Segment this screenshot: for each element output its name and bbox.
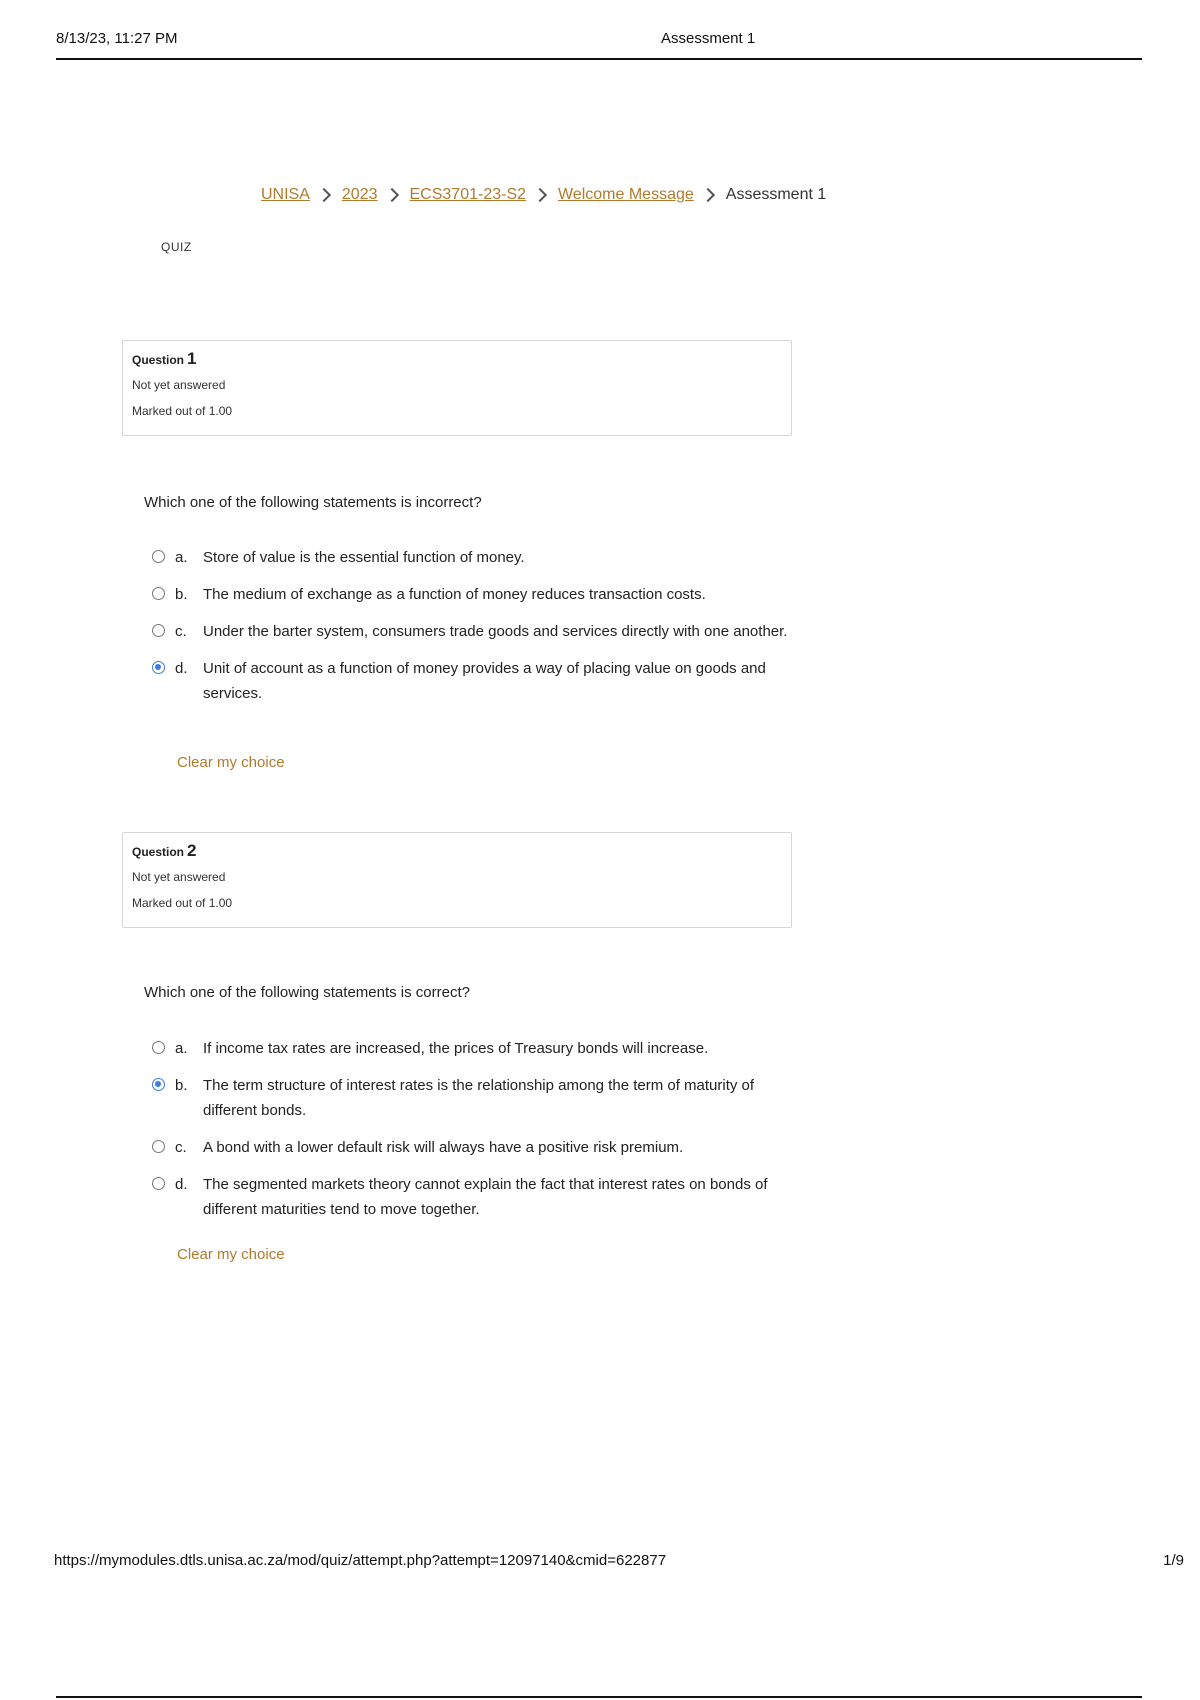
question-text-2: Which one of the following statements is correct? xyxy=(144,984,470,1001)
answer-text: The medium of exchange as a function of money reduces transaction costs. xyxy=(203,586,706,603)
answer-letter: a. xyxy=(175,549,188,566)
breadcrumb-link-course[interactable]: ECS3701-23-S2 xyxy=(409,186,527,203)
question-status: Not yet answered xyxy=(132,870,226,884)
breadcrumb-link-unisa[interactable]: UNISA xyxy=(261,186,310,203)
radio-button-selected[interactable] xyxy=(152,1078,165,1091)
answer-letter: d. xyxy=(175,1176,188,1193)
radio-button[interactable] xyxy=(152,1041,165,1054)
question-number: 2 xyxy=(187,841,197,860)
clear-choice-link-1[interactable]: Clear my choice xyxy=(177,754,285,771)
print-datetime: 8/13/23, 11:27 PM xyxy=(56,30,178,47)
answer-option-1d[interactable] xyxy=(152,656,792,706)
question-number: 1 xyxy=(187,349,197,368)
print-url: https://mymodules.dtls.unisa.ac.za/mod/quiz/attempt.php?attempt=12097140&cmid=622877 xyxy=(54,1552,667,1569)
question-marks: Marked out of 1.00 xyxy=(132,404,233,418)
radio-button[interactable] xyxy=(152,1177,165,1190)
chevron-right-icon xyxy=(384,188,398,202)
answer-text: A bond with a lower default risk will always have a positive risk premium. xyxy=(203,1139,684,1156)
bottom-divider xyxy=(56,1696,1142,1698)
print-title: Assessment 1 xyxy=(661,30,756,47)
answer-text: Store of value is the essential function of money. xyxy=(203,549,525,566)
question-info-2 xyxy=(122,832,792,928)
question-info-1 xyxy=(122,340,792,436)
clear-choice-link-2[interactable]: Clear my choice xyxy=(177,1246,285,1263)
breadcrumb-current: Assessment 1 xyxy=(725,186,827,203)
answer-option-2c[interactable] xyxy=(152,1135,792,1160)
question-text-1: Which one of the following statements is incorrect? xyxy=(144,494,482,511)
question-status: Not yet answered xyxy=(132,378,226,392)
breadcrumb xyxy=(261,186,826,204)
answer-letter: d. xyxy=(175,660,188,677)
answer-letter: a. xyxy=(175,1040,188,1057)
chevron-right-icon xyxy=(701,188,715,202)
question-label: Question xyxy=(132,353,185,367)
chevron-right-icon xyxy=(317,188,331,202)
answer-option-2a[interactable] xyxy=(152,1036,792,1061)
answer-option-1c[interactable] xyxy=(152,619,792,644)
answer-letter: b. xyxy=(175,586,188,603)
answer-text: Unit of account as a function of money provides a way of placing value on goods and services. xyxy=(203,660,766,702)
radio-button[interactable] xyxy=(152,624,165,637)
answer-text: The term structure of interest rates is the relationship among the term of maturity of different bonds. xyxy=(203,1077,755,1119)
radio-button[interactable] xyxy=(152,1140,165,1153)
breadcrumb-link-year[interactable]: 2023 xyxy=(341,186,378,203)
chevron-right-icon xyxy=(533,188,547,202)
print-header xyxy=(56,28,1142,60)
answer-option-1a[interactable] xyxy=(152,545,792,570)
question-marks: Marked out of 1.00 xyxy=(132,896,233,910)
answer-option-2b[interactable] xyxy=(152,1073,792,1123)
answer-text: Under the barter system, consumers trade goods and services directly with one another. xyxy=(203,623,788,640)
answer-list-2 xyxy=(152,1036,792,1234)
answer-text: The segmented markets theory cannot explain the fact that interest rates on bonds of different maturities tend to move together. xyxy=(203,1176,768,1218)
question-heading xyxy=(132,841,782,861)
answer-option-2d[interactable] xyxy=(152,1172,792,1222)
print-page-number: 1/9 xyxy=(1163,1552,1184,1569)
question-heading xyxy=(132,349,782,369)
quiz-label: QUIZ xyxy=(161,240,192,254)
radio-button-selected[interactable] xyxy=(152,661,165,674)
breadcrumb-link-welcome[interactable]: Welcome Message xyxy=(558,186,694,203)
question-label: Question xyxy=(132,845,185,859)
radio-button[interactable] xyxy=(152,550,165,563)
answer-letter: c. xyxy=(175,623,187,640)
answer-text: If income tax rates are increased, the prices of Treasury bonds will increase. xyxy=(203,1040,709,1057)
answer-letter: b. xyxy=(175,1077,188,1094)
answer-list-1 xyxy=(152,545,792,718)
radio-button[interactable] xyxy=(152,587,165,600)
answer-letter: c. xyxy=(175,1139,187,1156)
answer-option-1b[interactable] xyxy=(152,582,792,607)
